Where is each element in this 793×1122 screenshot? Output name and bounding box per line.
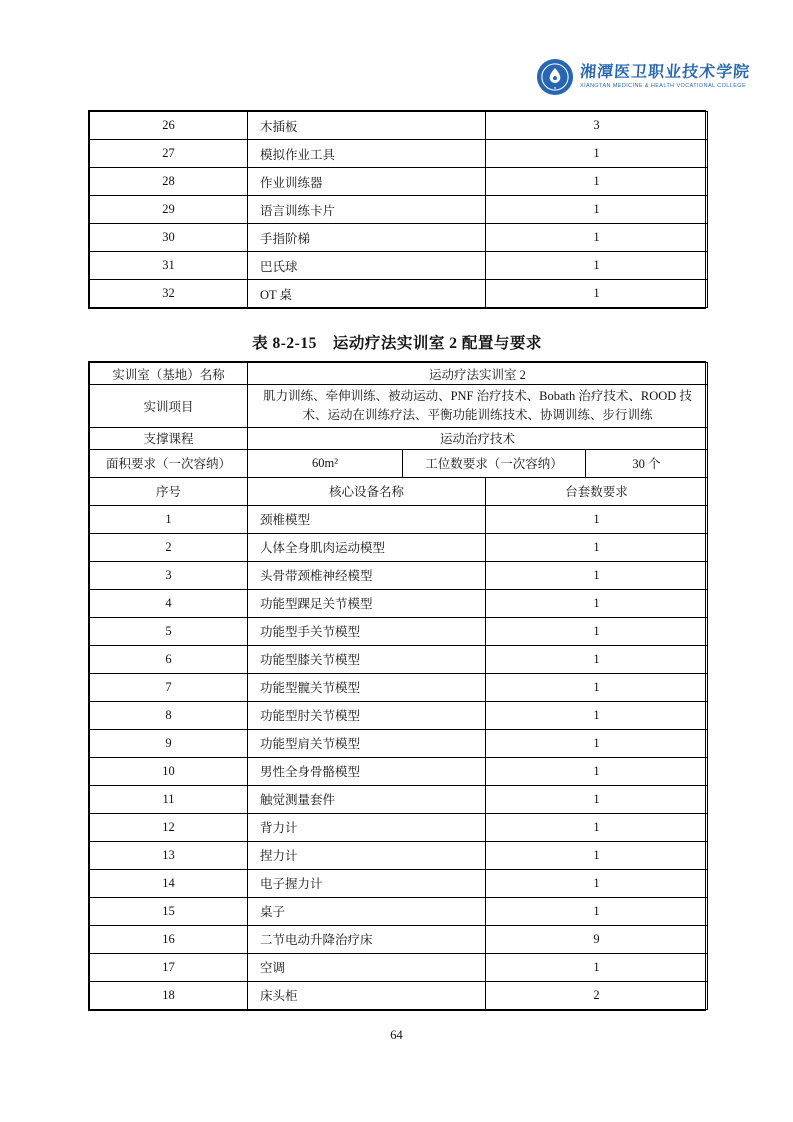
room-name-row — [90, 363, 708, 385]
quantity-cell: 1 — [486, 897, 708, 925]
equipment-name-cell: 桌子 — [248, 897, 486, 925]
equipment-name-cell: OT 桌 — [248, 280, 486, 308]
table-row — [90, 140, 708, 168]
row-number-cell: 29 — [90, 196, 248, 224]
college-name-en: XIANGTAN MEDICINE & HEALTH VOCATIONAL COLLEGE — [580, 82, 747, 89]
row-number-cell: 13 — [90, 841, 248, 869]
college-logo — [536, 58, 750, 96]
equipment-name-cell: 电子握力计 — [248, 869, 486, 897]
table-row — [90, 533, 708, 561]
top-table-border — [88, 110, 706, 309]
row-number-cell: 15 — [90, 897, 248, 925]
quantity-cell: 1 — [486, 533, 708, 561]
section-8-2-15 — [88, 331, 706, 1011]
quantity-cell: 1 — [486, 869, 708, 897]
row-number-cell: 30 — [90, 224, 248, 252]
table-row — [90, 729, 708, 757]
quantity-cell: 1 — [486, 168, 708, 196]
row-number-cell: 12 — [90, 813, 248, 841]
row-number-cell: 2 — [90, 533, 248, 561]
equipment-name-cell: 功能型膝关节模型 — [248, 645, 486, 673]
area-station-table — [89, 449, 708, 478]
row-number-cell: 4 — [90, 589, 248, 617]
row-number-cell: 31 — [90, 252, 248, 280]
quantity-cell: 1 — [486, 813, 708, 841]
equipment-name-cell: 颈椎模型 — [248, 505, 486, 533]
equipment-name-cell: 功能型踝足关节模型 — [248, 589, 486, 617]
table-row — [90, 617, 708, 645]
col-header-name: 核心设备名称 — [248, 477, 486, 505]
quantity-cell: 1 — [486, 589, 708, 617]
quantity-cell: 1 — [486, 701, 708, 729]
equipment-name-cell: 巴氏球 — [248, 252, 486, 280]
equipment-name-cell: 功能型肘关节模型 — [248, 701, 486, 729]
equipment-table-continued — [88, 110, 706, 309]
row-number-cell: 26 — [90, 112, 248, 140]
table-row — [90, 196, 708, 224]
table-row — [90, 841, 708, 869]
quantity-cell: 1 — [486, 505, 708, 533]
table-row — [90, 785, 708, 813]
area-label: 面积要求（一次容纳） — [90, 449, 248, 477]
quantity-cell: 1 — [486, 785, 708, 813]
quantity-cell: 1 — [486, 645, 708, 673]
equipment-header-row — [90, 477, 708, 505]
row-number-cell: 17 — [90, 953, 248, 981]
top-table — [89, 111, 708, 308]
col-header-qty: 台套数要求 — [486, 477, 708, 505]
equipment-name-cell: 背力计 — [248, 813, 486, 841]
row-number-cell: 10 — [90, 757, 248, 785]
col-header-no: 序号 — [90, 477, 248, 505]
equipment-name-cell: 作业训练器 — [248, 168, 486, 196]
projects-value: 肌力训练、牵伸训练、被动运动、PNF 治疗技术、Bobath 治疗技术、ROOD 技术、运动在训练疗法、平衡功能训练技术、协调训练、步行训练 — [248, 385, 708, 428]
table-row — [90, 505, 708, 533]
row-number-cell: 16 — [90, 925, 248, 953]
row-number-cell: 14 — [90, 869, 248, 897]
table-row — [90, 645, 708, 673]
table-caption: 表 8-2-15 运动疗法实训室 2 配置与要求 — [252, 335, 542, 352]
row-number-cell: 18 — [90, 981, 248, 1009]
area-value: 60m² — [248, 449, 403, 477]
equipment-name-cell: 头骨带颈椎神经模型 — [248, 561, 486, 589]
row-number-cell: 7 — [90, 673, 248, 701]
equipment-name-cell: 语言训练卡片 — [248, 196, 486, 224]
equipment-name-cell: 人体全身肌肉运动模型 — [248, 533, 486, 561]
college-name-zh: 湘潭医卫职业技术学院 — [579, 63, 751, 81]
quantity-cell: 1 — [486, 757, 708, 785]
quantity-cell: 1 — [486, 140, 708, 168]
course-value: 运动治疗技术 — [248, 427, 708, 449]
row-number-cell: 28 — [90, 168, 248, 196]
table-row — [90, 589, 708, 617]
area-station-row — [90, 449, 708, 477]
row-number-cell: 5 — [90, 617, 248, 645]
row-number-cell: 6 — [90, 645, 248, 673]
row-number-cell: 27 — [90, 140, 248, 168]
table-row — [90, 168, 708, 196]
equipment-name-cell: 木插板 — [248, 112, 486, 140]
table-row — [90, 280, 708, 308]
equipment-table — [89, 477, 708, 1010]
table-row — [90, 701, 708, 729]
row-number-cell: 9 — [90, 729, 248, 757]
equipment-name-cell: 男性全身骨骼模型 — [248, 757, 486, 785]
station-value: 30 个 — [586, 449, 708, 477]
equipment-name-cell: 模拟作业工具 — [248, 140, 486, 168]
quantity-cell: 1 — [486, 617, 708, 645]
equipment-name-cell: 床头柜 — [248, 981, 486, 1009]
supporting-course-row — [90, 427, 708, 449]
quantity-cell: 1 — [486, 953, 708, 981]
table-row — [90, 897, 708, 925]
row-number-cell: 1 — [90, 505, 248, 533]
table-row — [90, 925, 708, 953]
table-row — [90, 869, 708, 897]
quantity-cell: 1 — [486, 280, 708, 308]
table-row — [90, 953, 708, 981]
table-row — [90, 981, 708, 1009]
table-row — [90, 224, 708, 252]
equipment-name-cell: 触觉测量套件 — [248, 785, 486, 813]
table-row — [90, 252, 708, 280]
quantity-cell: 1 — [486, 252, 708, 280]
table-row — [90, 673, 708, 701]
row-number-cell: 32 — [90, 280, 248, 308]
info-table — [89, 362, 708, 450]
equipment-name-cell: 二节电动升降治疗床 — [248, 925, 486, 953]
room-name-value: 运动疗法实训室 2 — [248, 363, 708, 385]
equipment-name-cell: 功能型手关节模型 — [248, 617, 486, 645]
projects-label: 实训项目 — [90, 385, 248, 428]
quantity-cell: 9 — [486, 925, 708, 953]
quantity-cell: 3 — [486, 112, 708, 140]
row-number-cell: 8 — [90, 701, 248, 729]
college-name — [580, 65, 750, 90]
course-label: 支撑课程 — [90, 427, 248, 449]
table-row — [90, 813, 708, 841]
room-name-label: 实训室（基地）名称 — [90, 363, 248, 385]
page-number: 64 — [390, 1028, 403, 1042]
quantity-cell: 1 — [486, 673, 708, 701]
equipment-name-cell: 捏力计 — [248, 841, 486, 869]
main-table-border — [88, 361, 706, 1011]
table-row — [90, 112, 708, 140]
equipment-name-cell: 功能型肩关节模型 — [248, 729, 486, 757]
quantity-cell: 1 — [486, 561, 708, 589]
row-number-cell: 3 — [90, 561, 248, 589]
row-number-cell: 11 — [90, 785, 248, 813]
training-projects-row — [90, 385, 708, 428]
equipment-name-cell: 手指阶梯 — [248, 224, 486, 252]
quantity-cell: 1 — [486, 841, 708, 869]
college-seal-icon — [536, 58, 574, 96]
quantity-cell: 1 — [486, 729, 708, 757]
table-row — [90, 561, 708, 589]
station-label: 工位数要求（一次容纳） — [403, 449, 586, 477]
quantity-cell: 2 — [486, 981, 708, 1009]
quantity-cell: 1 — [486, 224, 708, 252]
equipment-name-cell: 空调 — [248, 953, 486, 981]
table-row — [90, 757, 708, 785]
equipment-name-cell: 功能型髋关节模型 — [248, 673, 486, 701]
quantity-cell: 1 — [486, 196, 708, 224]
